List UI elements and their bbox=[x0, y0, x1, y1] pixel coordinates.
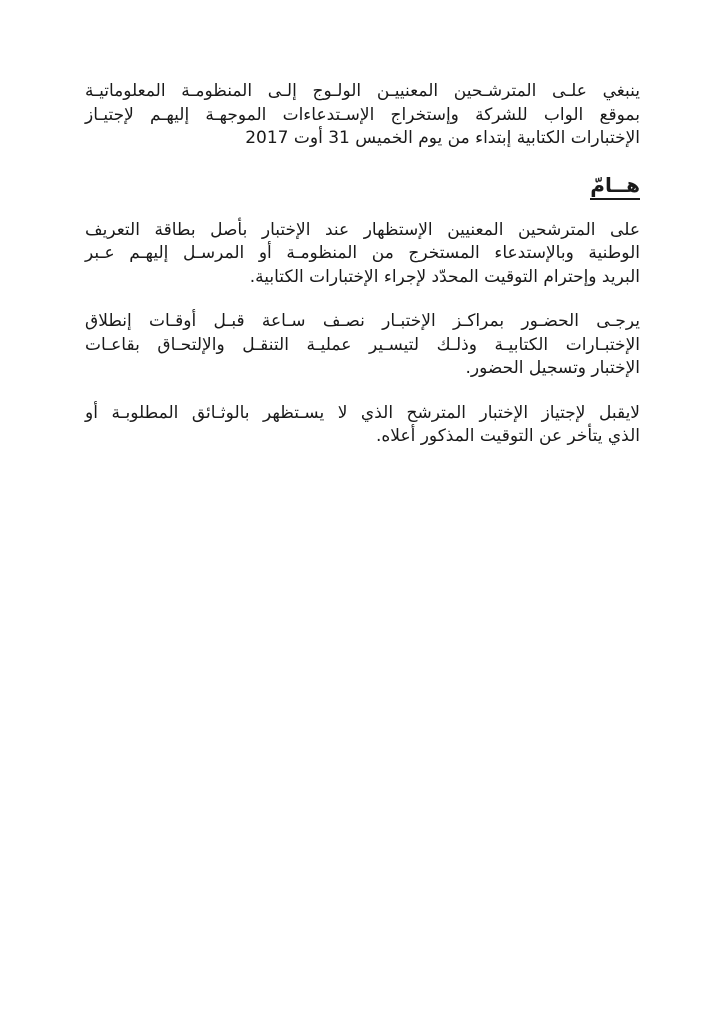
important-heading-text: هــامّ bbox=[590, 173, 640, 200]
text-line: لايقبل لإجتياز الإختبار المترشح الذي لا يسـتظهر بالوثـائق المطلوبـة أو bbox=[85, 402, 640, 423]
text-line: الإختبارات الكتابية إبتداء من يوم الخميس 31 أوت 2017 bbox=[245, 128, 640, 148]
paragraph-rejection-warning bbox=[85, 402, 640, 449]
text-line: الذي يتأخر عن التوقيت المذكور أعلاه. bbox=[376, 426, 640, 446]
document-body bbox=[0, 0, 724, 449]
text-line: يرجـى الحضـور بمراكـز الإختبـار نصـف سـاعة قبـل أوقـات إنطلاق bbox=[85, 311, 640, 331]
paragraph-arrival-time bbox=[85, 310, 640, 381]
text-line: بموقع الواب للشركة وإستخراج الإسـتدعاءات الموجهـة إليهـم لإجتيـاز bbox=[85, 104, 640, 125]
text-line: الإختبار وتسجيل الحضور. bbox=[465, 358, 640, 378]
important-heading bbox=[85, 172, 640, 198]
text-line: البريد وإحترام التوقيت المحدّد لإجراء الإختبارات الكتابية. bbox=[249, 266, 640, 287]
text-line: ينبغي علـى المترشـحين المعنييـن الولـوج إلـى المنظومـة المعلوماتيـة bbox=[85, 81, 640, 101]
text-line: على المترشحين المعنيين الإستظهار عند الإختبار بأصل بطاقة التعريف bbox=[85, 219, 640, 240]
text-line: الوطنية وبالإستدعاء المستخرج من المنظومـة أو المرسـل إليهـم عـبر bbox=[85, 243, 640, 263]
text-line: الإختبـارات الكتابيـة وذلـك لتيسـير عمليـة التنقـل والإلتحـاق بقاعـات bbox=[85, 334, 640, 355]
paragraph-system-access bbox=[85, 80, 640, 151]
paragraph-required-documents bbox=[85, 219, 640, 290]
